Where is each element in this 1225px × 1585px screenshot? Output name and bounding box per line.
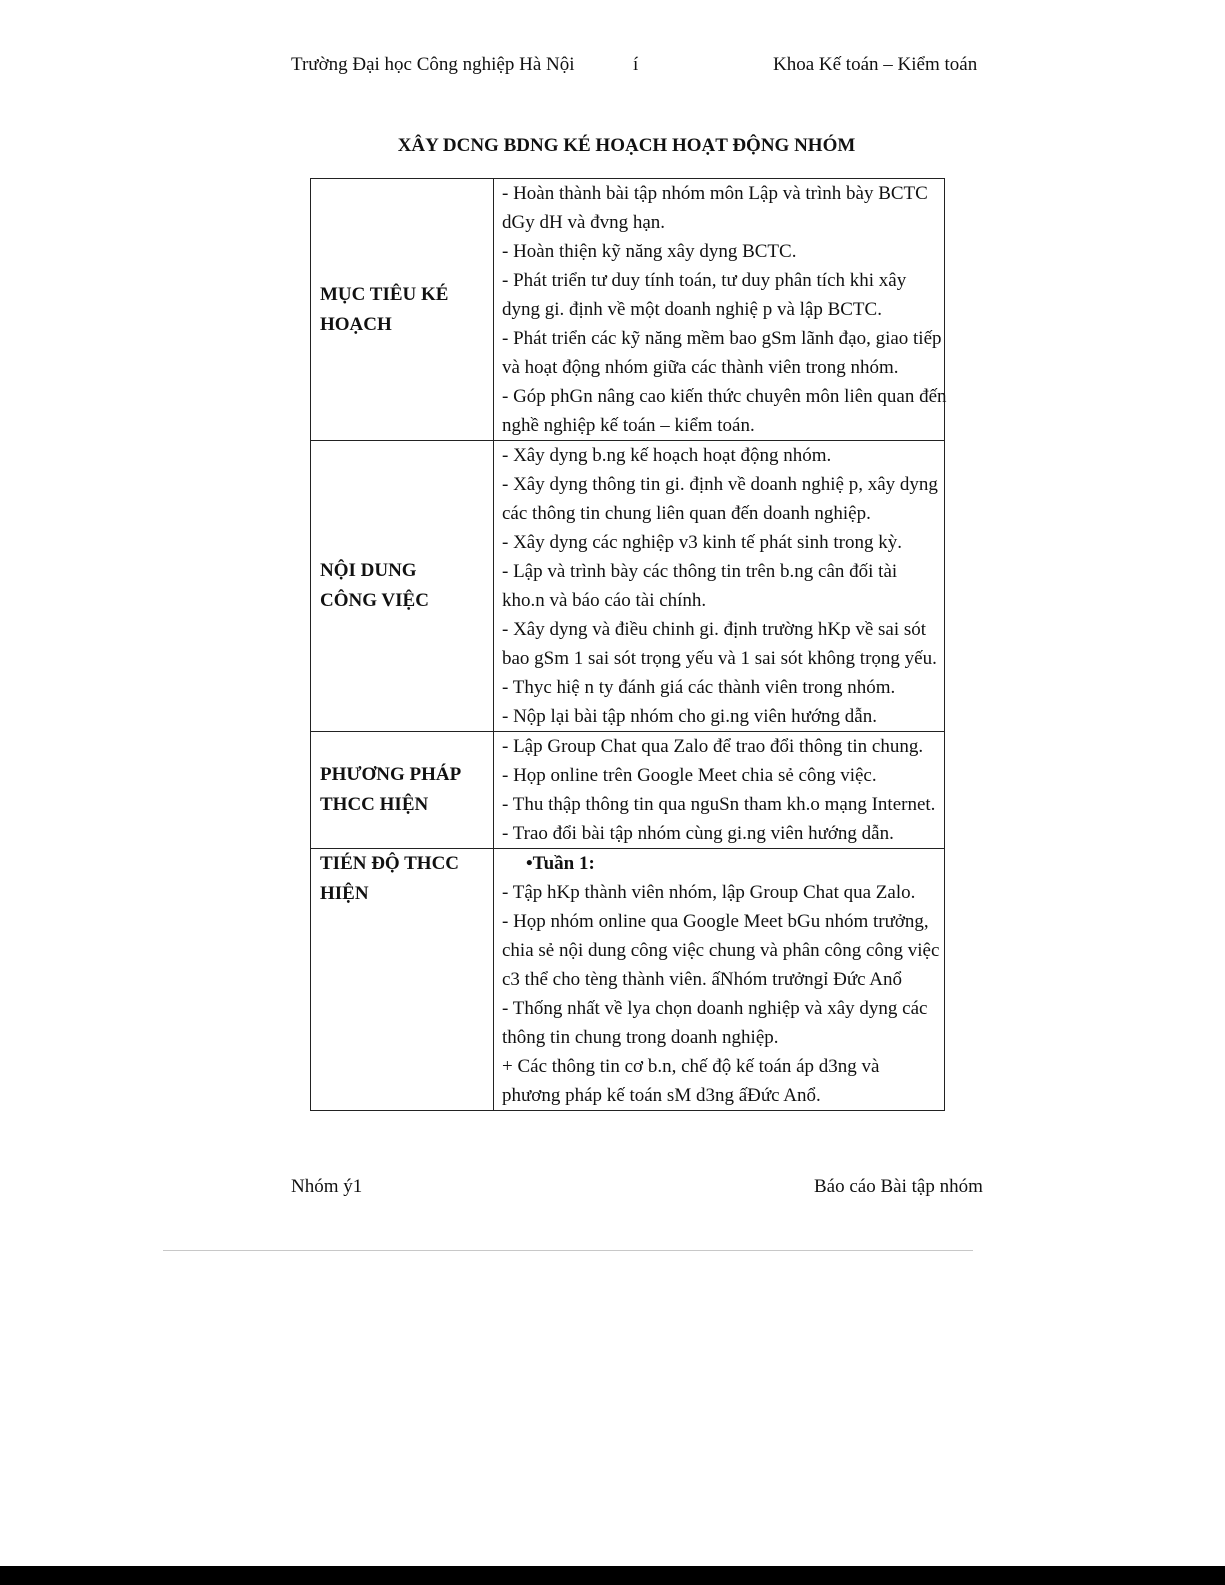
table-row-work-content [311,441,945,732]
week-heading: •Tuần 1: [526,853,595,874]
content-line: - Phát triển các kỹ năng mềm bao gSm lãnh đạo, giao tiếp [502,328,942,349]
content-line: - Xây dyng thông tin gi. định về doanh nghiệ p, xây dyng [502,474,938,495]
row-content-objectives [494,179,945,441]
plan-table [310,178,945,1111]
content-line: thông tin chung trong doanh nghiệp. [502,1027,779,1048]
content-line: nghề nghiệp kế toán – kiểm toán. [502,415,755,436]
table-row-schedule [311,849,945,1111]
content-line: - Họp nhóm online qua Google Meet bGu nhóm trưởng, [502,911,929,932]
row-label-line: HIỆN [320,883,369,904]
row-content-methods [494,732,945,849]
page-separator [163,1250,973,1251]
footer-group-name: Nhóm ý1 [291,1176,363,1197]
content-line: - Hoàn thành bài tập nhóm môn Lập và trình bày BCTC [502,183,928,204]
content-line: - Xây dyng các nghiệp v3 kinh tế phát sinh trong kỳ. [502,532,902,553]
header-faculty-name: Khoa Kế toán – Kiểm toán [773,54,978,75]
content-line: - Lập và trình bày các thông tin trên b.ng cân đối tài [502,561,898,582]
content-line: - Góp phGn nâng cao kiến thức chuyên môn liên quan đến [502,386,947,407]
row-label-work-content [311,441,494,732]
row-content-schedule [494,849,945,1111]
row-content-work-content [494,441,945,732]
content-line: - Phát triển tư duy tính toán, tư duy phân tích khi xây [502,270,907,291]
content-line: - Trao đổi bài tập nhóm cùng gi.ng viên hướng dẫn. [502,823,894,844]
row-label-line: PHƯƠNG PHÁP [320,764,462,785]
content-line: - Tập hKp thành viên nhóm, lập Group Chat qua Zalo. [502,882,916,903]
content-line: - Lập Group Chat qua Zalo để trao đổi thông tin chung. [502,736,924,757]
content-line: - Xây dyng b.ng kế hoạch hoạt động nhóm. [502,445,832,466]
row-label-line: HOẠCH [320,313,392,335]
content-line: + Các thông tin cơ b.n, chế độ kế toán áp d3ng và [502,1056,880,1077]
content-line: phương pháp kế toán sM d3ng ấĐức Anổ. [502,1085,821,1106]
row-label-objectives [311,179,494,441]
content-line: dGy dH và đvng hạn. [502,212,666,233]
footer-report-name: Báo cáo Bài tập nhóm [814,1176,983,1197]
content-line: - Hoàn thiện kỹ năng xây dyng BCTC. [502,241,797,262]
row-label-methods [311,732,494,849]
header-school-name: Trường Đại học Công nghiệp Hà Nội [291,54,575,75]
content-line: bao gSm 1 sai sót trọng yếu và 1 sai sót không trọng yếu. [502,648,937,669]
content-line: c3 thể cho tèng thành viên. ấNhóm trưởngỉ Đức Anổ [502,969,903,990]
row-label-line: CÔNG VIỆC [320,590,429,611]
row-label-line: MỤC TIÊU KÉ [320,283,449,305]
content-line: kho.n và báo cáo tài chính. [502,590,707,611]
content-line: và hoạt động nhóm giữa các thành viên trong nhóm. [502,357,899,378]
page-title: XÂY DCNG BDNG KÉ HOẠCH HOẠT ĐỘNG NHÓM [397,135,856,156]
content-line: - Thống nhất về lya chọn doanh nghiệp và xây dyng các [502,998,928,1019]
content-line: - Thyc hiệ n ty đánh giá các thành viên trong nhóm. [502,677,896,698]
row-label-schedule [311,849,494,1111]
content-line: - Nộp lại bài tập nhóm cho gi.ng viên hướng dẫn. [502,706,877,727]
table-row-methods [311,732,945,849]
content-line: các thông tin chung liên quan đến doanh nghiệp. [502,503,871,524]
content-line: chia sẻ nội dung công việc chung và phân công công việc [502,940,940,961]
row-label-line: THCC HIỆN [320,794,429,815]
row-label-line: NỘI DUNG [320,560,417,581]
row-label-line: TIÉN ĐỘ THCC [320,853,460,874]
content-line: - Họp online trên Google Meet chia sẻ công việc. [502,765,877,786]
header-page-marker: í [633,54,639,75]
table-row-objectives [311,179,945,441]
page-bottom-edge [0,1566,1225,1585]
content-line: - Xây dyng và điều chinh gi. định trường hKp về sai sót [502,619,927,640]
content-line: - Thu thập thông tin qua nguSn tham kh.o mạng Internet. [502,794,936,815]
content-line: dyng gi. định về một doanh nghiệ p và lập BCTC. [502,299,882,320]
